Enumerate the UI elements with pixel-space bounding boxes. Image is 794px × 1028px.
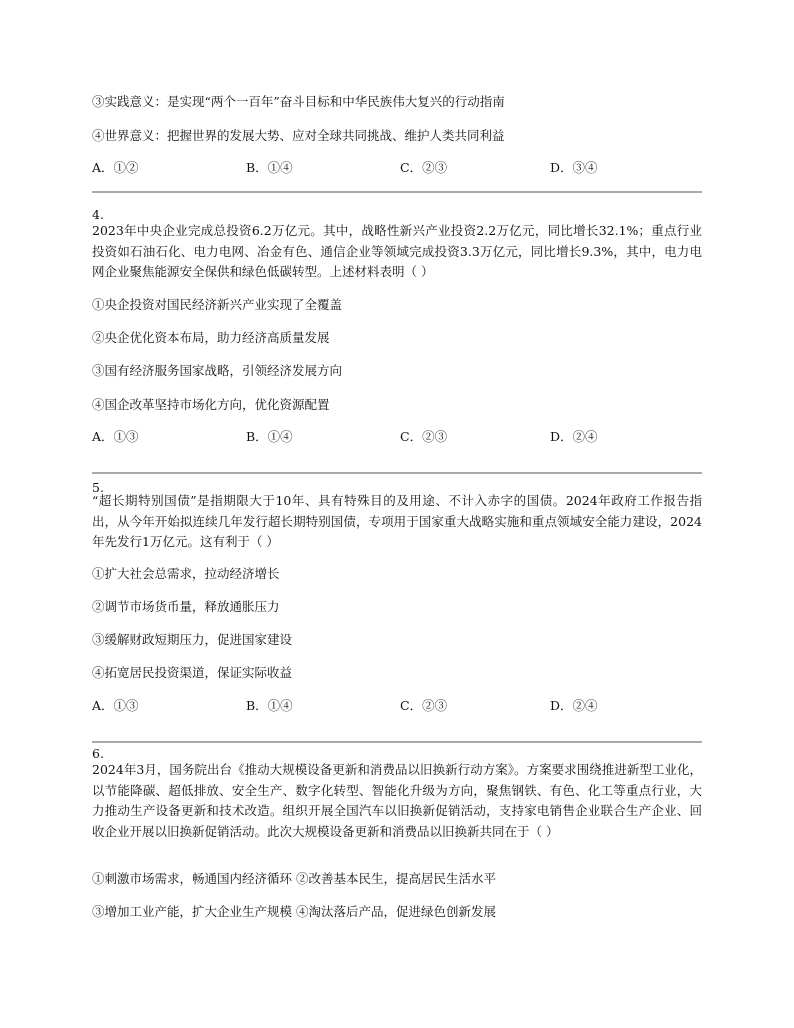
q5-stem: “超长期特别国债”是指期限大于10年、具有特殊目的及用途、不计入赤字的国债。2024年政府工作报告指出，从今年开始拟连续几年发行超长期特别国债，专项用于国家重大战略实施和重点领域安全能力建设，2024年先发行1万亿元。这有利于（ ）	[92, 493, 702, 549]
q4-option-d[interactable]: D．②④	[550, 429, 598, 444]
q5-option-a[interactable]: A．①③	[92, 698, 139, 713]
q4-statement-4: ④国企改革坚持市场化方向，优化资源配置	[92, 397, 330, 412]
separator	[92, 741, 702, 743]
q6-stem: 2024年3月，国务院出台《推动大规模设备更新和消费品以旧换新行动方案》。方案要求围绕推进新型工业化，以节能降碳、超低排放、安全生产、数字化转型、智能化升级为方向，聚焦钢铁、有色、化工等重点行业，大力推动生产设备更新和技术改造。组织开展全国汽车以旧换新促销活动，支持家电销售企业联合生产企业、回收企业开展以旧换新促销活动。此次大规模设备更新和消费品以旧换新共同在于（ ）	[92, 762, 702, 839]
q3-statement-3: ③实践意义：是实现“两个一百年”奋斗目标和中华民族伟大复兴的行动指南	[92, 94, 505, 109]
q5-options	[92, 696, 702, 716]
q3-options	[92, 158, 702, 178]
q5-statement-1: ①扩大社会总需求，拉动经济增长	[92, 566, 280, 581]
q3-option-a[interactable]: A．①②	[92, 160, 139, 175]
q3-option-c[interactable]: C．②③	[400, 160, 448, 175]
separator	[92, 472, 702, 474]
q4-statement-2: ②央企优化资本布局，助力经济高质量发展	[92, 330, 330, 345]
q4-option-b[interactable]: B．①④	[246, 429, 293, 444]
q5-statement-2: ②调节市场货币量，释放通胀压力	[92, 599, 280, 614]
q6-statement-1-2: ①刺激市场需求，畅通国内经济循环 ②改善基本民生，提高居民生活水平	[92, 871, 496, 886]
q5-option-d[interactable]: D．②④	[550, 698, 598, 713]
q4-options	[92, 427, 702, 447]
q4-option-a[interactable]: A．①③	[92, 429, 139, 444]
q4-number: 4.	[92, 207, 104, 222]
q5-option-b[interactable]: B．①④	[246, 698, 293, 713]
q4-statement-3: ③国有经济服务国家战略，引领经济发展方向	[92, 363, 343, 378]
q4-option-c[interactable]: C．②③	[400, 429, 448, 444]
q5-option-c[interactable]: C．②③	[400, 698, 448, 713]
separator	[92, 191, 702, 193]
q6-number: 6.	[92, 746, 104, 761]
q4-stem: 2023年中央企业完成总投资6.2万亿元。其中，战略性新兴产业投资2.2万亿元，同比增长32.1%；重点行业投资如石油石化、电力电网、冶金有色、通信企业等领域完成投资3.3万亿元，同比增长9.3%，其中，电力电网企业聚焦能源安全保供和绿色低碳转型。上述材料表明（ ）	[92, 223, 702, 279]
q5-number: 5.	[92, 480, 104, 495]
q3-option-d[interactable]: D．③④	[550, 160, 598, 175]
q5-statement-4: ④拓宽居民投资渠道，保证实际收益	[92, 665, 293, 680]
q3-option-b[interactable]: B．①④	[246, 160, 293, 175]
q5-statement-3: ③缓解财政短期压力，促进国家建设	[92, 632, 293, 647]
q3-statement-4: ④世界意义：把握世界的发展大势、应对全球共同挑战、维护人类共同利益	[92, 128, 505, 143]
q6-statement-3-4: ③增加工业产能，扩大企业生产规模 ④淘汰落后产品，促进绿色创新发展	[92, 904, 496, 919]
q4-statement-1: ①央企投资对国民经济新兴产业实现了全覆盖	[92, 297, 343, 312]
